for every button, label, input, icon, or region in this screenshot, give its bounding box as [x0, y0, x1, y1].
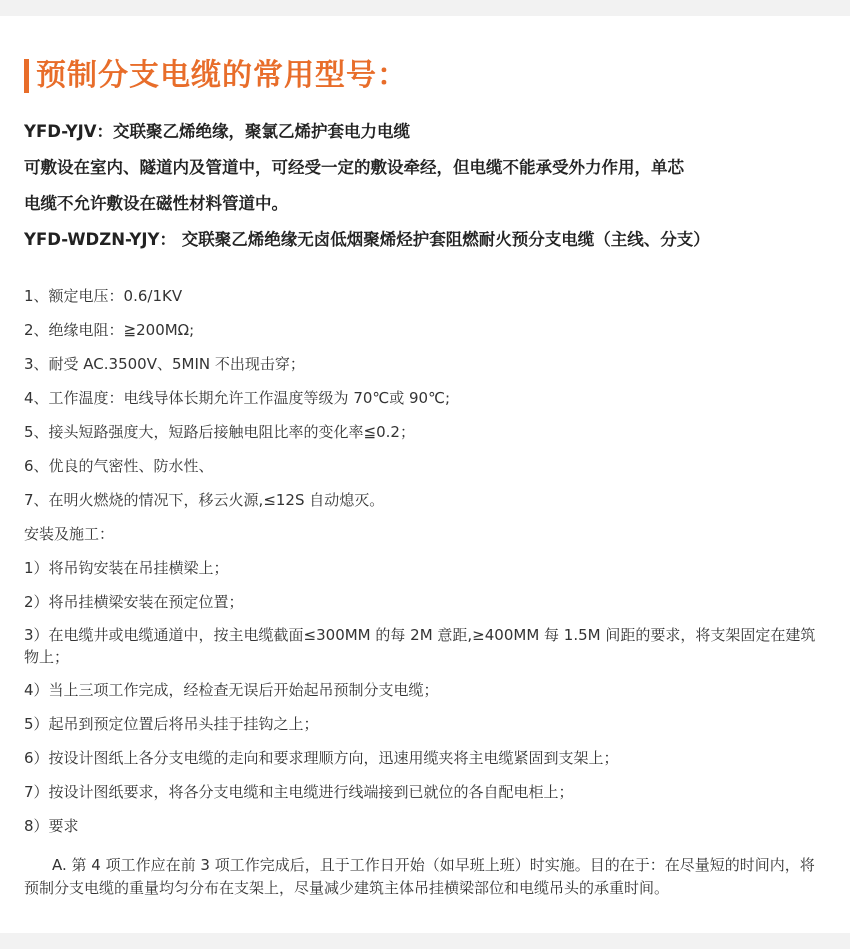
section-heading [24, 58, 408, 94]
list-item: 4、工作温度：电线导体长期允许工作温度等级为 70℃或 90℃; [24, 389, 451, 407]
list-item: 1）将吊钩安装在吊挂横梁上； [24, 559, 229, 577]
list-item: 2、绝缘电阻：≧200MΩ; [24, 321, 195, 339]
list-item: 8）要求 [24, 817, 79, 835]
spec-list [24, 284, 829, 848]
list-item: 安装及施工： [24, 525, 115, 543]
list-item: 3、耐受 AC.3500V、5MIN 不出现击穿； [24, 355, 305, 373]
list-item: 5）起吊到预定位置后将吊头挂于挂钩之上； [24, 715, 319, 733]
list-item: 6）按设计图纸上各分支电缆的走向和要求理顺方向，迅速用缆夹将主电缆紧固到支架上； [24, 749, 619, 767]
list-item: 7、在明火燃烧的情况下，移云火源,≤12S 自动熄灭。 [24, 491, 385, 509]
model-line: YFD-WDZN-YJY： 交联聚乙烯绝缘无卤低烟聚烯烃护套阻燃耐火预分支电缆（主线、分支） [24, 230, 710, 249]
list-item: 2）将吊挂横梁安装在预定位置； [24, 593, 244, 611]
list-item: 3）在电缆井或电缆通道中，按主电缆截面≤300MM 的每 2M 意距,≥400MM 每 1.5M 间距的要求，将支架固定在建筑物上； [24, 626, 816, 666]
cable-models [24, 114, 829, 258]
model-line: YFD-YJV：交联聚乙烯绝缘，聚氯乙烯护套电力电缆 [24, 122, 411, 141]
list-item: 1、额定电压：0.6/1KV [24, 287, 183, 305]
title-accent-bar [24, 59, 29, 93]
list-item: 6、优良的气密性、防水性、 [24, 457, 214, 475]
model-line: 可敷设在室内、隧道内及管道中，可经受一定的敷设牵经，但电缆不能承受外力作用，单芯 [24, 158, 684, 177]
page-title: 预制分支电缆的常用型号： [36, 58, 408, 93]
list-item: 4）当上三项工作完成，经检查无误后开始起吊预制分支电缆； [24, 681, 439, 699]
content-page [0, 16, 850, 933]
model-line: 电缆不允许敷设在磁性材料管道中。 [24, 194, 288, 213]
list-item: 7）按设计图纸要求，将各分支电缆和主电缆进行线端接到已就位的各自配电柜上； [24, 783, 574, 801]
list-item: 5、接头短路强度大，短路后接触电阻比率的变化率≦0.2； [24, 423, 415, 441]
note-paragraph: A. 第 4 项工作应在前 3 项工作完成后，且于工作日开始（如早班上班）时实施。目的在于：在尽量短的时间内，将预制分支电缆的重量均匀分布在支架上，尽量减少建筑主体吊挂横梁部位和电缆吊头的承重时间。 [24, 856, 815, 897]
